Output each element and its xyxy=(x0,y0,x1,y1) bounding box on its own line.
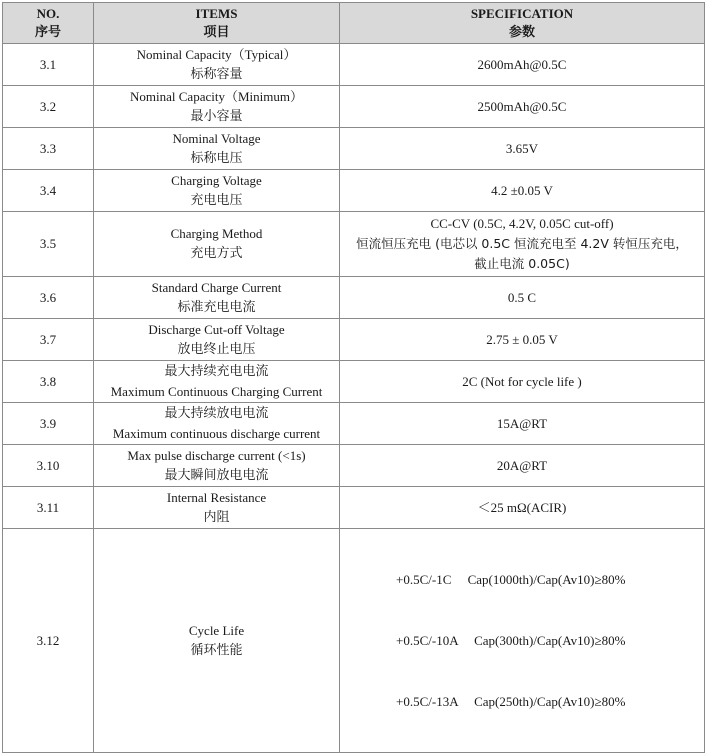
row-item xyxy=(94,361,340,403)
header-items-en: ITEMS xyxy=(195,6,238,21)
row-spec: ＜25 mΩ(ACIR) xyxy=(340,487,705,529)
item-en: Maximum Continuous Charging Current xyxy=(110,383,323,399)
header-spec-zh: 参数 xyxy=(508,25,535,40)
table-row xyxy=(3,170,705,212)
row-spec: 4.2 ±0.05 V xyxy=(340,170,705,212)
row-no: 3.5 xyxy=(3,212,94,277)
row-no: 3.3 xyxy=(3,128,94,170)
row-spec: 2600mAh@0.5C xyxy=(340,44,705,86)
item-zh: 循环性能 xyxy=(190,642,243,658)
row-spec: 2.75 ± 0.05 V xyxy=(340,319,705,361)
row-spec: 2C (Not for cycle life ) xyxy=(340,361,705,403)
table-row xyxy=(3,277,705,319)
table-row xyxy=(3,403,705,445)
row-item xyxy=(94,170,340,212)
row-item xyxy=(94,212,340,277)
item-en: Nominal Voltage xyxy=(172,130,261,146)
row-no: 3.6 xyxy=(3,277,94,319)
header-items-zh: 项目 xyxy=(203,25,230,40)
item-zh: 标准充电电流 xyxy=(177,299,256,315)
item-en: Nominal Capacity（Typical） xyxy=(136,46,297,62)
header-no-zh: 序号 xyxy=(34,25,61,40)
item-zh: 最大持续放电电流 xyxy=(164,405,269,421)
row-spec: 15A@RT xyxy=(340,403,705,445)
specification-table xyxy=(2,2,705,753)
row-spec: 2500mAh@0.5C xyxy=(340,86,705,128)
row-spec: 20A@RT xyxy=(340,445,705,487)
item-en: Maximum continuous discharge current xyxy=(112,425,321,441)
row-no: 3.10 xyxy=(3,445,94,487)
row-item xyxy=(94,529,340,753)
row-no: 3.4 xyxy=(3,170,94,212)
item-en: Charging Method xyxy=(170,226,263,241)
item-en: Cycle Life xyxy=(188,622,245,638)
item-en: Charging Voltage xyxy=(171,172,262,188)
row-item xyxy=(94,128,340,170)
header-specification xyxy=(340,3,705,44)
row-item xyxy=(94,319,340,361)
row-no: 3.1 xyxy=(3,44,94,86)
header-no xyxy=(3,3,94,44)
table-row xyxy=(3,86,705,128)
table-row xyxy=(3,529,705,753)
spec-line: CC-CV (0.5C, 4.2V, 0.05C cut-off) xyxy=(430,216,614,231)
row-item xyxy=(94,487,340,529)
row-no: 3.9 xyxy=(3,403,94,445)
row-no: 3.12 xyxy=(3,529,94,753)
row-no: 3.11 xyxy=(3,487,94,529)
item-zh: 最小容量 xyxy=(190,108,243,124)
table-row xyxy=(3,212,705,277)
item-en: Discharge Cut-off Voltage xyxy=(148,321,285,337)
item-zh: 最大持续充电电流 xyxy=(164,363,269,379)
item-en: Nominal Capacity（Minimum） xyxy=(130,88,303,104)
row-item xyxy=(94,44,340,86)
row-no: 3.2 xyxy=(3,86,94,128)
item-zh: 最大瞬间放电电流 xyxy=(164,467,269,483)
header-items xyxy=(94,3,340,44)
header-spec-en: SPECIFICATION xyxy=(470,6,574,21)
spec-line: +0.5C/-1C Cap(1000th)/Cap(Av10)≥80% xyxy=(396,572,626,587)
row-item xyxy=(94,86,340,128)
item-en: Internal Resistance xyxy=(166,489,267,505)
row-item xyxy=(94,277,340,319)
spec-line: +0.5C/-13A Cap(250th)/Cap(Av10)≥80% xyxy=(396,694,626,709)
item-zh: 放电终止电压 xyxy=(177,341,256,357)
row-item xyxy=(94,445,340,487)
item-zh: 标称电压 xyxy=(190,150,243,166)
item-en: Max pulse discharge current (<1s) xyxy=(127,447,306,463)
spec-line: 恒流恒压充电 (电芯以 0.5C 恒流充电至 4.2V 转恒压充电， xyxy=(356,236,688,251)
item-zh: 充电电压 xyxy=(190,192,243,208)
spec-line: 截止电流 0.05C) xyxy=(474,256,570,271)
spec-table-container xyxy=(2,2,704,753)
row-spec xyxy=(340,212,705,277)
row-item xyxy=(94,403,340,445)
table-row xyxy=(3,44,705,86)
header-no-en: NO. xyxy=(36,6,60,21)
table-row xyxy=(3,487,705,529)
item-zh: 充电方式 xyxy=(190,246,243,261)
row-spec: 0.5 C xyxy=(340,277,705,319)
table-row xyxy=(3,445,705,487)
table-row xyxy=(3,319,705,361)
spec-line: +0.5C/-10A Cap(300th)/Cap(Av10)≥80% xyxy=(396,633,626,648)
item-en: Standard Charge Current xyxy=(151,279,282,295)
item-zh: 标称容量 xyxy=(190,66,243,82)
table-row xyxy=(3,128,705,170)
row-no: 3.7 xyxy=(3,319,94,361)
item-zh: 内阻 xyxy=(203,509,230,525)
row-spec xyxy=(340,529,705,753)
table-row xyxy=(3,361,705,403)
row-no: 3.8 xyxy=(3,361,94,403)
table-header-row xyxy=(3,3,705,44)
row-spec: 3.65V xyxy=(340,128,705,170)
